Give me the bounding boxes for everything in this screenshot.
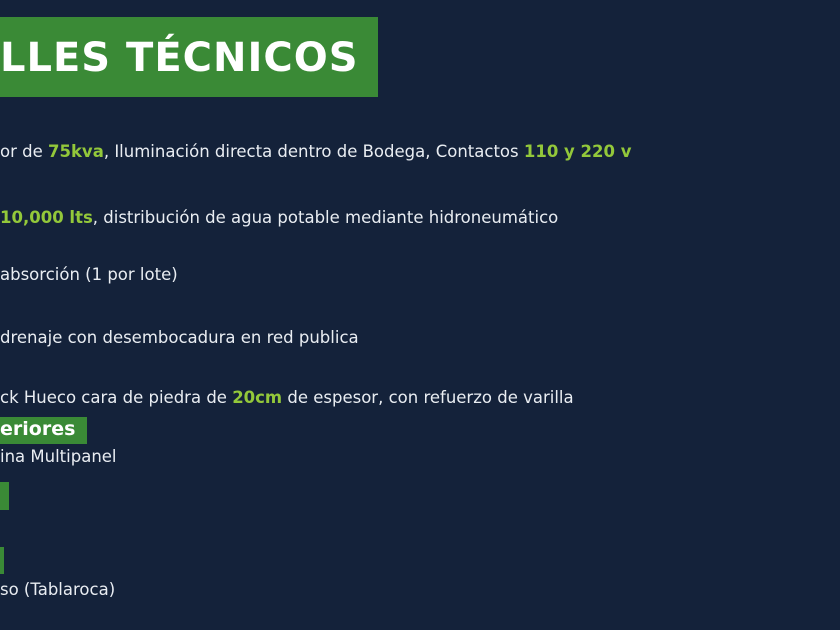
- electrical-line: [0, 142, 632, 161]
- water-line: [0, 208, 558, 227]
- page-title: LLES TÉCNICOS: [0, 35, 359, 81]
- section-title-banner: [0, 17, 378, 97]
- absorption-line: absorción (1 por lote): [0, 265, 178, 284]
- text: de espesor, con refuerzo de varilla: [282, 388, 574, 407]
- wall-line: [0, 388, 574, 407]
- section-label-exteriores: [0, 417, 87, 444]
- text: or de: [0, 142, 48, 161]
- section-label-bar: [0, 547, 4, 574]
- text: , Iluminación directa dentro de Bodega, Contactos: [103, 142, 524, 161]
- highlight-value: 110 y 220 v: [523, 142, 632, 161]
- section-label-text: eriores: [0, 418, 76, 440]
- highlight-value: 75kva: [48, 142, 104, 161]
- multipanel-line: ina Multipanel: [0, 447, 117, 466]
- drainage-line: drenaje con desembocadura en red publica: [0, 328, 359, 347]
- highlight-value: 20cm: [232, 388, 283, 407]
- highlight-value: 10,000 lts: [0, 208, 93, 227]
- text: , distribución de agua potable mediante hidroneumático: [92, 208, 559, 227]
- drywall-line: so (Tablaroca): [0, 580, 116, 599]
- text: ck Hueco cara de piedra de: [0, 388, 233, 407]
- section-label-bar: [0, 482, 9, 510]
